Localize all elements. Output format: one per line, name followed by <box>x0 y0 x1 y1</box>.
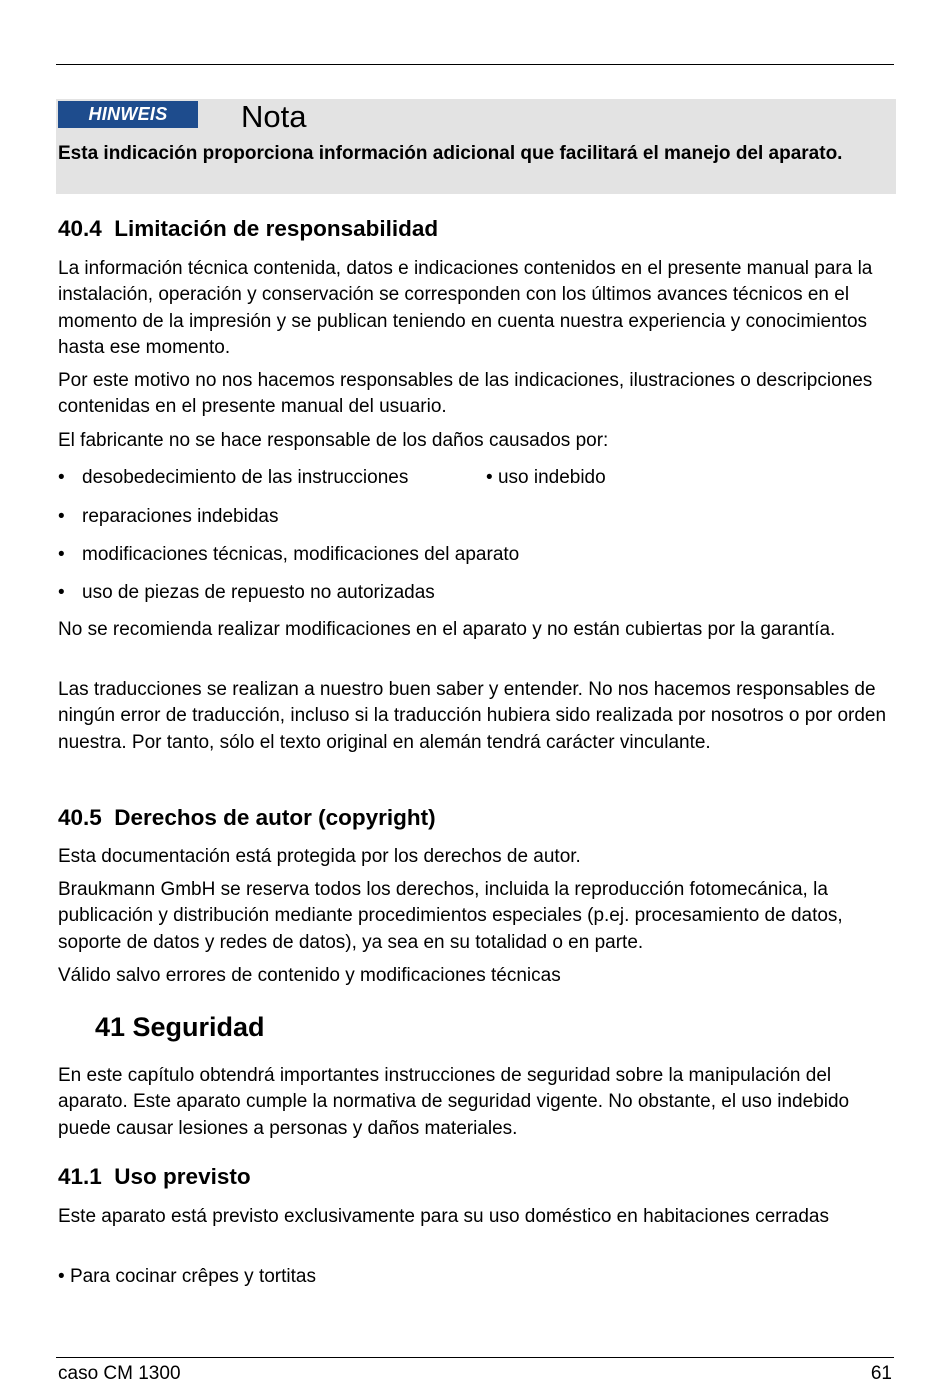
paragraph: Por este motivo no nos hacemos responsables de las indicaciones, ilustraciones o descripciones contenidas en el presente manual del usuario. <box>58 370 873 418</box>
note-text: Esta indicación proporciona información adicional que facilitará el manejo del aparato. <box>58 143 843 164</box>
hinweis-badge: HINWEIS <box>58 101 198 128</box>
paragraph: No se recomienda realizar modificaciones en el aparato y no están cubiertas por la garantía. <box>58 619 836 640</box>
paragraph: Este aparato está previsto exclusivamente para su uso doméstico en habitaciones cerradas <box>58 1206 829 1227</box>
footer-model: caso CM 1300 <box>58 1363 181 1384</box>
heading-41-1: 41.1 Uso previsto <box>58 1164 251 1189</box>
heading-41: 41 Seguridad <box>95 1012 265 1042</box>
paragraph: El fabricante no se hace responsable de los daños causados por: <box>58 430 609 451</box>
bullet-icon: • <box>58 544 65 565</box>
bullet-icon: • <box>58 506 65 527</box>
bullet-icon: • <box>58 467 65 488</box>
list-item: • uso indebido <box>486 467 606 488</box>
bullet-icon: • <box>58 1266 70 1287</box>
heading-40-5: 40.5 Derechos de autor (copyright) <box>58 805 436 830</box>
header-rule <box>56 64 894 65</box>
paragraph: La información técnica contenida, datos e indicaciones contenidos en el presente manual para la instalación, operación y conservación se corresponden con los últimos avances técnicos en el momento de la impresión y se publican teniendo en cuenta nuestra experiencia y conocimientos hasta ese momento. <box>58 258 873 358</box>
heading-40-4: 40.4 Limitación de responsabilidad <box>58 216 439 241</box>
footer-rule <box>56 1357 894 1358</box>
paragraph: Esta documentación está protegida por los derechos de autor. <box>58 846 581 867</box>
paragraph: Válido salvo errores de contenido y modificaciones técnicas <box>58 965 561 986</box>
paragraph: Braukmann GmbH se reserva todos los derechos, incluida la reproducción fotomecánica, la publicación y distribución mediante procedimientos especiales (p.ej. procesamiento de datos, soporte de datos y redes de datos), ya sea en su totalidad o en parte. <box>58 879 843 953</box>
bullet-icon: • <box>486 467 498 488</box>
list-item: • Para cocinar crêpes y tortitas <box>58 1266 316 1287</box>
list-item: • desobedecimiento de las instrucciones <box>58 465 408 491</box>
paragraph: Las traducciones se realizan a nuestro buen saber y entender. No nos hacemos responsables de ningún error de traducción, incluso si la traducción hubiera sido realizada por nosotros o por orden nuestra. Por tanto, sólo el texto original en alemán tendrá carácter vinculante. <box>58 679 887 753</box>
list-item: • reparaciones indebidas <box>58 504 278 530</box>
list-item: • modificaciones técnicas, modificaciones del aparato <box>58 542 519 568</box>
note-title: Nota <box>241 99 307 134</box>
bullet-icon: • <box>58 582 65 603</box>
list-item: • uso de piezas de repuesto no autorizadas <box>58 580 435 606</box>
page-number: 61 <box>870 1363 892 1384</box>
paragraph: En este capítulo obtendrá importantes instrucciones de seguridad sobre la manipulación del aparato. Este aparato cumple la normativa de seguridad vigente. No obstante, el uso indebido puede causar lesiones a personas y daños materiales. <box>58 1065 850 1139</box>
